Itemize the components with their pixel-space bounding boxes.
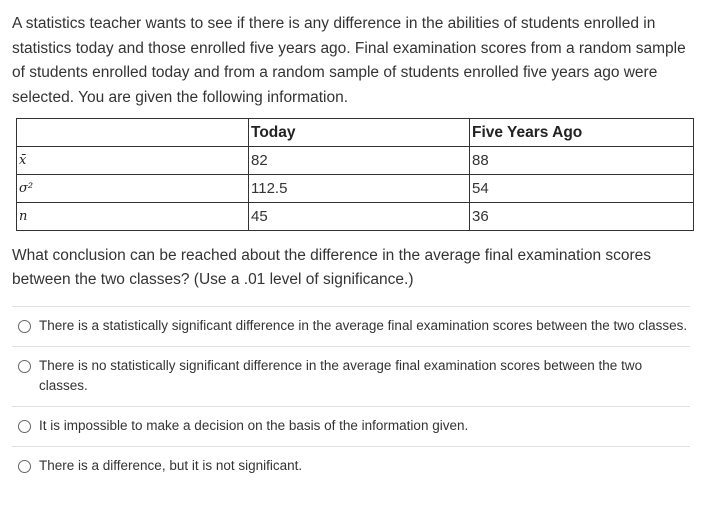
prompt-text: What conclusion can be reached about the difference in the average final examination scores between the two classes? (Use a .01 level of significance.) [12, 247, 652, 288]
data-table [16, 118, 694, 231]
cell-today-n: 45 [249, 203, 470, 231]
table-row [17, 147, 694, 175]
table-header-today: Today [249, 119, 470, 147]
option-label: There is a difference, but it is not significant. [39, 458, 303, 473]
table-header-row [17, 119, 694, 147]
table-header-blank [17, 119, 249, 147]
table-row [17, 203, 694, 231]
answer-options [12, 306, 690, 486]
table-header-five-years-ago: Five Years Ago [470, 119, 694, 147]
cell-five-mean: 88 [470, 147, 694, 175]
row-label-n: n [17, 203, 249, 231]
answer-option-4[interactable] [12, 446, 690, 486]
answer-option-1[interactable] [12, 306, 690, 346]
option-label: There is no statistically significant difference in the average final examination scores between the two classes. [39, 358, 643, 393]
cell-five-n: 36 [470, 203, 694, 231]
option-label: There is a statistically significant difference in the average final examination scores between the two classes. [39, 318, 688, 333]
cell-today-variance: 112.5 [249, 175, 470, 203]
answer-option-2[interactable] [12, 346, 690, 406]
table-row [17, 175, 694, 203]
row-label-variance: σ² [17, 175, 249, 203]
radio-button[interactable] [18, 460, 31, 473]
question-text: A statistics teacher wants to see if there is any difference in the abilities of students enrolled in statistics today and those enrolled five years ago. Final examination scores from a random sample of students enrolled today and from a random sample of students enrolled five years ago were selected. You are given the following information. [12, 15, 686, 106]
radio-button[interactable] [18, 360, 31, 373]
radio-button[interactable] [18, 320, 31, 333]
row-label-mean: x̄ [17, 147, 249, 175]
cell-today-mean: 82 [249, 147, 470, 175]
answer-option-3[interactable] [12, 406, 690, 446]
option-label: It is impossible to make a decision on the basis of the information given. [39, 418, 469, 433]
radio-button[interactable] [18, 420, 31, 433]
cell-five-variance: 54 [470, 175, 694, 203]
